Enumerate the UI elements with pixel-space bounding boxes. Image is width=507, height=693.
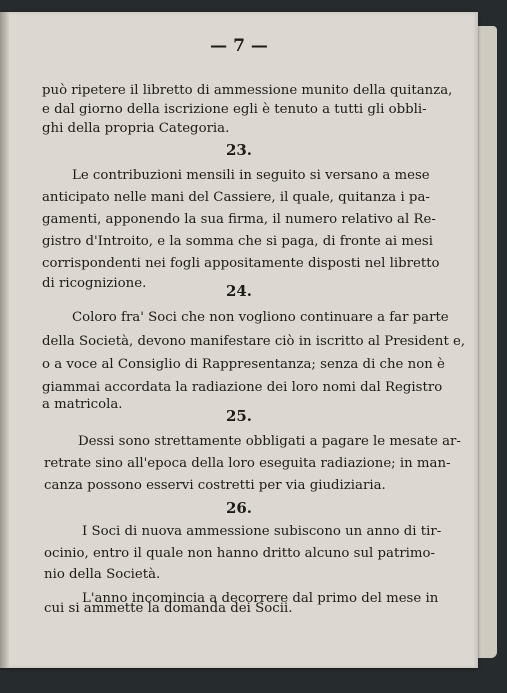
text-line: o a voce al Consiglio di Rappresentanza; senza di che non è	[42, 357, 445, 372]
text-line: e dal giorno della iscrizione egli è tenuto a tutti gli obbli-	[42, 102, 427, 117]
text-line: ghi della propria Categoria.	[42, 121, 230, 136]
text-line: gistro d'Introito, e la somma che si paga, di fronte ai mesi	[42, 234, 433, 249]
text-line: Coloro fra' Soci che non vogliono continuare a far parte	[72, 310, 449, 325]
text-line: ocinio, entro il quale non hanno dritto alcuno sul patrimo-	[44, 546, 436, 561]
section-number: 23.	[225, 141, 253, 159]
text-line: della Società, devono manifestare ciò in iscritto al President e,	[42, 334, 466, 349]
section-number: 25.	[225, 407, 253, 425]
text-line: L'anno incomincia a decorrere dal primo del mese in	[82, 591, 439, 606]
page-number: — 7 —	[210, 36, 268, 56]
text-line: di ricognizione.	[42, 276, 147, 291]
text-line: anticipato nelle mani del Cassiere, il quale, quitanza i pa-	[42, 190, 430, 205]
text-line: Le contribuzioni mensili in seguito si versano a mese	[72, 168, 430, 183]
binding-spine	[0, 12, 9, 668]
text-line: può ripetere il libretto di ammessione munito della quitanza,	[42, 83, 453, 98]
text-line: a matricola.	[42, 397, 123, 412]
text-line: Dessi sono strettamente obbligati a pagare le mesate ar-	[78, 434, 461, 449]
section-number: 24.	[225, 282, 253, 300]
text-line: gamenti, apponendo la sua firma, il numero relativo al Re-	[42, 212, 436, 227]
text-line: cui si ammette la domanda dei Socii.	[44, 601, 293, 616]
text-line: canza possono esservi costretti per via giudiziaria.	[44, 478, 386, 493]
document-page	[0, 12, 478, 668]
text-line: I Soci di nuova ammessione subiscono un anno di tir-	[82, 524, 442, 539]
text-line: retrate sino all'epoca della loro eseguita radiazione; in man-	[44, 456, 451, 471]
section-number: 26.	[225, 499, 253, 517]
text-line: nio della Società.	[44, 567, 161, 582]
text-line: corrispondenti nei fogli appositamente disposti nel libretto	[42, 256, 440, 271]
text-line: giammai accordata la radiazione dei loro nomi dal Registro	[42, 380, 443, 395]
